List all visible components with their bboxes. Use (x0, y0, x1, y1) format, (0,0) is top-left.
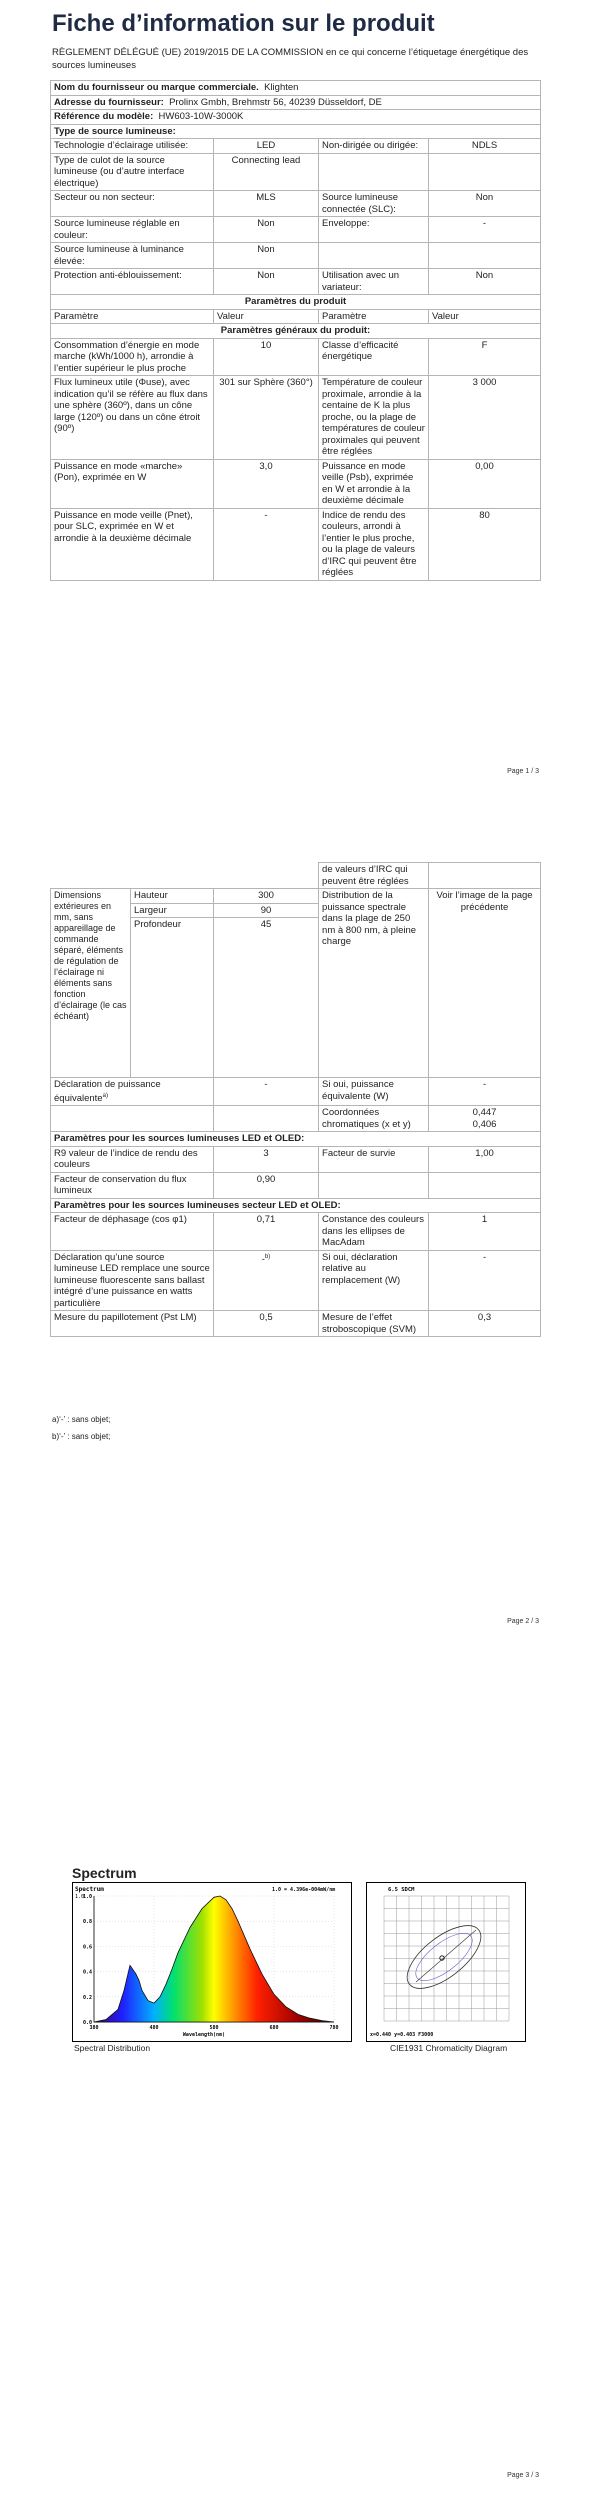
table-row (51, 139, 541, 154)
section-heading-row (51, 1132, 541, 1147)
table-row (51, 1213, 541, 1251)
table-row (51, 269, 541, 295)
cie-title: 6.5 SDCM (388, 1887, 415, 1893)
param-value: 10 (214, 338, 319, 376)
x-tick-label: 680 (269, 2025, 279, 2031)
y-tick-label: 0.2 (82, 1994, 92, 2001)
dimension-value: 45 (214, 918, 319, 1078)
param-value: - (429, 217, 541, 243)
product-params-heading: Paramètres du produit (51, 295, 541, 310)
dimensions-label: Dimensions extérieures en mm, sans appareillage de commande séparé, éléments de régulation de l’éclairage ni éléments sans fonction d’éclairage (le cas échéant) (51, 889, 131, 1078)
section-heading-row (51, 324, 541, 339)
param-value: 80 (429, 508, 541, 580)
supplier-name-label: Nom du fournisseur ou marque commerciale. (54, 82, 259, 93)
param-label: Si oui, déclaration relative au remplacement (W) (319, 1250, 429, 1311)
table-row (51, 889, 541, 904)
table-row (51, 153, 541, 191)
table-row (51, 191, 541, 217)
y-tick-label: 0.0 (82, 2020, 92, 2026)
dimension-value: 300 (214, 889, 319, 904)
param-label: Protection anti-éblouissement: (51, 269, 214, 295)
param-label: Constance des couleurs dans les ellipses de MacAdam (319, 1213, 429, 1251)
chart-title: Spectrum (75, 1886, 104, 1893)
param-label: Non-dirigée ou dirigée: (319, 139, 429, 154)
param-label: Facteur de survie (319, 1146, 429, 1172)
table-row (51, 1106, 541, 1132)
type-heading: Type de source lumineuse: (51, 124, 541, 139)
table-row (51, 376, 541, 460)
cie-chromaticity-chart (366, 1882, 526, 2042)
param-label: Enveloppe: (319, 217, 429, 243)
model-row (51, 110, 541, 125)
param-label: Distribution de la puissance spectrale dans la plage de 250 nm à 800 nm, à pleine charge (319, 889, 429, 1078)
param-label (319, 1172, 429, 1198)
param-label (319, 243, 429, 269)
caption-spectral-distribution: Spectral Distribution (74, 2043, 151, 2053)
page-number: Page 1 / 3 (507, 768, 539, 775)
column-header: Valeur (214, 309, 319, 324)
param-value: 3 (214, 1146, 319, 1172)
dimension-key: Profondeur (131, 918, 214, 1078)
table-row (51, 863, 541, 889)
param-label: Puissance en mode «marche» (Pon), exprimée en W (51, 459, 214, 508)
column-header: Paramètre (319, 309, 429, 324)
param-label: R9 valeur de l’indice de rendu des couleurs (51, 1146, 214, 1172)
table-row (51, 1146, 541, 1172)
param-value: 0,00 (429, 459, 541, 508)
cie-frame (367, 1883, 526, 2042)
param-value: - (214, 508, 319, 580)
param-value: Non (214, 243, 319, 269)
param-value: - (214, 1078, 319, 1106)
param-value: Connecting lead (214, 153, 319, 191)
param-label: Déclaration qu’une source lumineuse LED remplace une source lumineuse fluorescente sans ballast intégré d’une puissance en watts particulière (51, 1250, 214, 1311)
general-params-heading: Paramètres généraux du produit: (51, 324, 541, 339)
dimension-value: 90 (214, 903, 319, 918)
param-value (429, 1106, 541, 1132)
param-value: MLS (214, 191, 319, 217)
regulation-text: RÈGLEMENT DÉLÉGUÉ (UE) 2019/2015 DE LA COMMISSION en ce qui concerne l’étiquetage énergétique des sources lumineuses (52, 47, 529, 71)
section-heading-row (51, 295, 541, 310)
table-row (51, 1311, 541, 1337)
param-label: Type de culot de la source lumineuse (ou d’autre interface électrique) (51, 153, 214, 191)
page-number: Page 3 / 3 (507, 2472, 539, 2479)
supplier-address: Prolinx Gmbh, Brehmstr 56, 40239 Düsseldorf, DE (169, 96, 382, 108)
table-row (51, 217, 541, 243)
param-value (429, 243, 541, 269)
param-label: Facteur de déphasage (cos φ1) (51, 1213, 214, 1251)
param-value: Non (429, 269, 541, 295)
spectrum-readout: 1.0 = 4.396e-004mW/nm (272, 1887, 336, 1893)
param-value (429, 1172, 541, 1198)
param-label: Classe d’efficacité énergétique (319, 338, 429, 376)
model-label: Référence du modèle: (54, 111, 154, 122)
y-tick-label: 0.6 (82, 1944, 92, 1951)
supplier-name: Klighten (264, 82, 299, 93)
param-value: 0,90 (214, 1172, 319, 1198)
param-label: Source lumineuse à luminance élevée: (51, 243, 214, 269)
param-label: Technologie d’éclairage utilisée: (51, 139, 214, 154)
param-value: LED (214, 139, 319, 154)
product-info-table (50, 80, 541, 581)
led-params-heading: Paramètres pour les sources lumineuses LED et OLED: (51, 1132, 541, 1147)
footnote: a)‘-’ : sans objet; (52, 1415, 111, 1424)
param-value: 301 sur Sphère (360°) (214, 376, 319, 460)
param-value (214, 1250, 319, 1311)
address-label: Adresse du fournisseur: (54, 96, 164, 108)
param-label: Facteur de conservation du flux lumineux (51, 1172, 214, 1198)
y-tick-label: 1.0 (82, 1894, 92, 1900)
page-number: Page 2 / 3 (507, 1618, 539, 1625)
param-value: 1 (429, 1213, 541, 1251)
param-value: 3 000 (429, 376, 541, 460)
param-value: 0,71 (214, 1213, 319, 1251)
cie-readout: x=0.440 y=0.403 F3000 (370, 2032, 434, 2038)
param-label (51, 1078, 214, 1106)
param-label: Indice de rendu des couleurs, arrondi à l’entier le plus proche, ou la plage de valeurs d’IRC qui peuvent être réglées (319, 508, 429, 580)
chroma-x: 0,447 (472, 1107, 497, 1119)
column-header: Valeur (429, 309, 541, 324)
equiv-label: Déclaration de puissance équivalente (54, 1079, 161, 1104)
supplier-row (51, 81, 541, 96)
chroma-y: 0,406 (472, 1118, 497, 1130)
x-tick-label: 380 (89, 2025, 99, 2031)
address-row (51, 95, 541, 110)
param-value: Non (429, 191, 541, 217)
value-text: - (261, 1253, 265, 1265)
table-row (51, 508, 541, 580)
param-label: Source lumineuse réglable en couleur: (51, 217, 214, 243)
param-label: Flux lumineux utile (Φuse), avec indication qu’il se réfère au flux dans une sphère (360º), dans un cône large (120º) ou dans un cône étroit (90º) (51, 376, 214, 460)
table-row (51, 338, 541, 376)
param-label: Température de couleur proximale, arrondie à la centaine de K la plus proche, ou la plage de températures de couleur proximales qui peuvent être réglées (319, 376, 429, 460)
table-row (51, 1172, 541, 1198)
param-value: Non (214, 217, 319, 243)
param-value: 0,5 (214, 1311, 319, 1337)
param-value: F (429, 338, 541, 376)
page-3 (0, 1800, 589, 2510)
param-value: NDLS (429, 139, 541, 154)
page-2 (0, 860, 589, 1660)
param-label: Mesure de l’effet stroboscopique (SVM) (319, 1311, 429, 1337)
param-value: Non (214, 269, 319, 295)
caption-cie-diagram: CIE1931 Chromaticity Diagram (390, 2043, 508, 2053)
param-value: - (429, 1078, 541, 1106)
param-value: 3,0 (214, 459, 319, 508)
table-row (51, 1078, 541, 1106)
param-label (319, 153, 429, 191)
dimension-key: Hauteur (131, 889, 214, 904)
param-value: 1,00 (429, 1146, 541, 1172)
param-label: Consommation d’énergie en mode marche (kWh/1000 h), arrondie à l’entier supérieur le plus proche (51, 338, 214, 376)
y-tick-label: 0.8 (82, 1919, 92, 1926)
x-tick-label: 480 (149, 2025, 159, 2031)
footnote-ref: b) (264, 1253, 271, 1260)
param-label: Utilisation avec un variateur: (319, 269, 429, 295)
footnote: b)‘-’ : sans objet; (52, 1432, 111, 1441)
param-label: Si oui, puissance équivalente (W) (319, 1078, 429, 1106)
param-label: Mesure du papillotement (Pst LM) (51, 1311, 214, 1337)
page-title: Fiche d’information sur le produit (52, 10, 435, 37)
param-value (429, 153, 541, 191)
spectrum-title: Spectrum (72, 1865, 137, 1881)
param-label: Coordonnées chromatiques (x et y) (319, 1106, 429, 1132)
param-value: 0,3 (429, 1311, 541, 1337)
y-tick-label: 0.4 (82, 1969, 92, 1976)
param-label: Puissance en mode veille (Psb), exprimée en W et arrondie à la deuxième décimale (319, 459, 429, 508)
param-label: Puissance en mode veille (Pnet), pour SLC, exprimée en W et arrondie à la deuxième décimale (51, 508, 214, 580)
mains-params-heading: Paramètres pour les sources lumineuses secteur LED et OLED: (51, 1198, 541, 1213)
param-label: Source lumineuse connectée (SLC): (319, 191, 429, 217)
product-info-table-continued (50, 862, 541, 1337)
table-row (51, 243, 541, 269)
dimension-key: Largeur (131, 903, 214, 918)
footnote-ref: a) (102, 1092, 108, 1099)
param-label: Secteur ou non secteur: (51, 191, 214, 217)
table-row (51, 1250, 541, 1311)
param-label: de valeurs d’IRC qui peuvent être réglées (319, 863, 429, 889)
type-heading-row (51, 124, 541, 139)
y-max-label: 1.0 (75, 1894, 85, 1900)
x-tick-label: 580 (209, 2025, 219, 2031)
model-reference: HW603-10W-3000K (158, 111, 244, 122)
x-axis-label: Wavelength(nm) (182, 2032, 226, 2038)
param-value: - (429, 1250, 541, 1311)
param-value: Voir l’image de la page précédente (429, 889, 541, 1078)
page-1 (0, 0, 589, 790)
section-heading-row (51, 1198, 541, 1213)
column-header: Paramètre (51, 309, 214, 324)
spectral-distribution-chart (72, 1882, 352, 2042)
table-row (51, 459, 541, 508)
x-tick-label: 780 (329, 2025, 339, 2031)
column-header-row (51, 309, 541, 324)
